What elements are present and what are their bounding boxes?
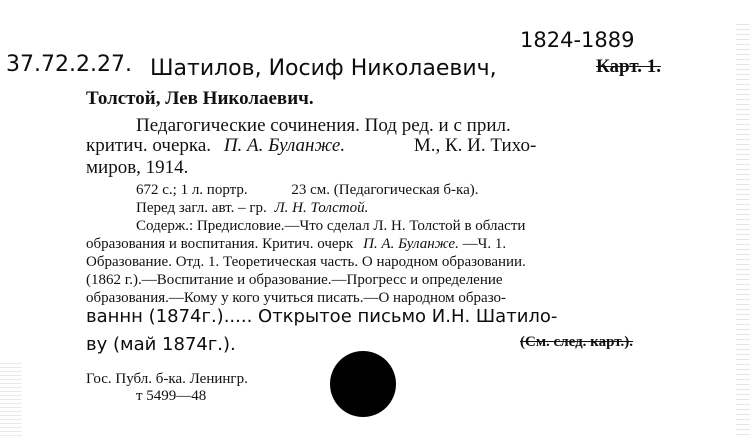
handwritten-line-a: ваннн (1874г.)..... Открытое письмо И.Н. Шатило- [86, 306, 558, 327]
collation-size: 23 см. (Педагогическая б-ка). [291, 182, 479, 198]
handwritten-author-note: Шатилов, Иосиф Николаевич, [150, 56, 497, 81]
title-line-3: миров, 1914. [86, 157, 189, 178]
card-edge-left [0, 360, 22, 439]
handwritten-dates: 1824-1889 [520, 28, 635, 52]
card-number: Карт. 1. [596, 56, 661, 77]
card-punch-hole [330, 351, 396, 417]
contents-line-2-b: П. А. Буланже. [363, 236, 459, 252]
note-b: Л. Н. Толстой. [274, 200, 369, 216]
contents-line-1: Содерж.: Предисловие.—Что сделал Л. Н. Толстой в области [136, 218, 526, 234]
heading-author: Толстой, Лев Николаевич. [86, 88, 314, 109]
note-line [136, 200, 368, 217]
library-line-2: т 5499—48 [136, 388, 207, 404]
contents-line-5: образования.—Кому у кого учиться писать.—О народном образо- [86, 290, 507, 306]
card-edge-right [736, 20, 750, 439]
note-a: Перед загл. авт. – гр. [136, 200, 267, 216]
see-next-card: (См. след. карт.). [520, 334, 633, 350]
contents-line-2-a: образования и воспитания. Критич. очерк [86, 236, 354, 252]
title-line-1: Педагогические сочинения. Под ред. и с прил. [136, 115, 511, 136]
collation-pages: 672 с.; 1 л. портр. [136, 182, 248, 198]
title-line-2-editor: П. А. Буланже. [223, 135, 346, 156]
handwritten-line-b: ву (май 1874г.). [86, 334, 236, 355]
title-line-2-imprint: М., К. И. Тихо- [413, 135, 537, 156]
contents-line-2-c: —Ч. 1. [462, 236, 507, 252]
contents-line-4: (1862 г.).—Воспитание и образование.—Прогресс и определение [86, 272, 503, 288]
handwritten-call-number: 37.72.2.27. [6, 52, 132, 77]
contents-line-3: Образование. Отд. 1. Теоретическая часть. О народном образовании. [86, 254, 526, 270]
title-line-2 [86, 135, 536, 157]
collation-line [136, 182, 479, 199]
library-line-1: Гос. Публ. б-ка. Ленингр. [86, 371, 248, 387]
contents-line-2 [86, 236, 506, 253]
title-line-2-a: критич. очерка. [86, 135, 212, 156]
